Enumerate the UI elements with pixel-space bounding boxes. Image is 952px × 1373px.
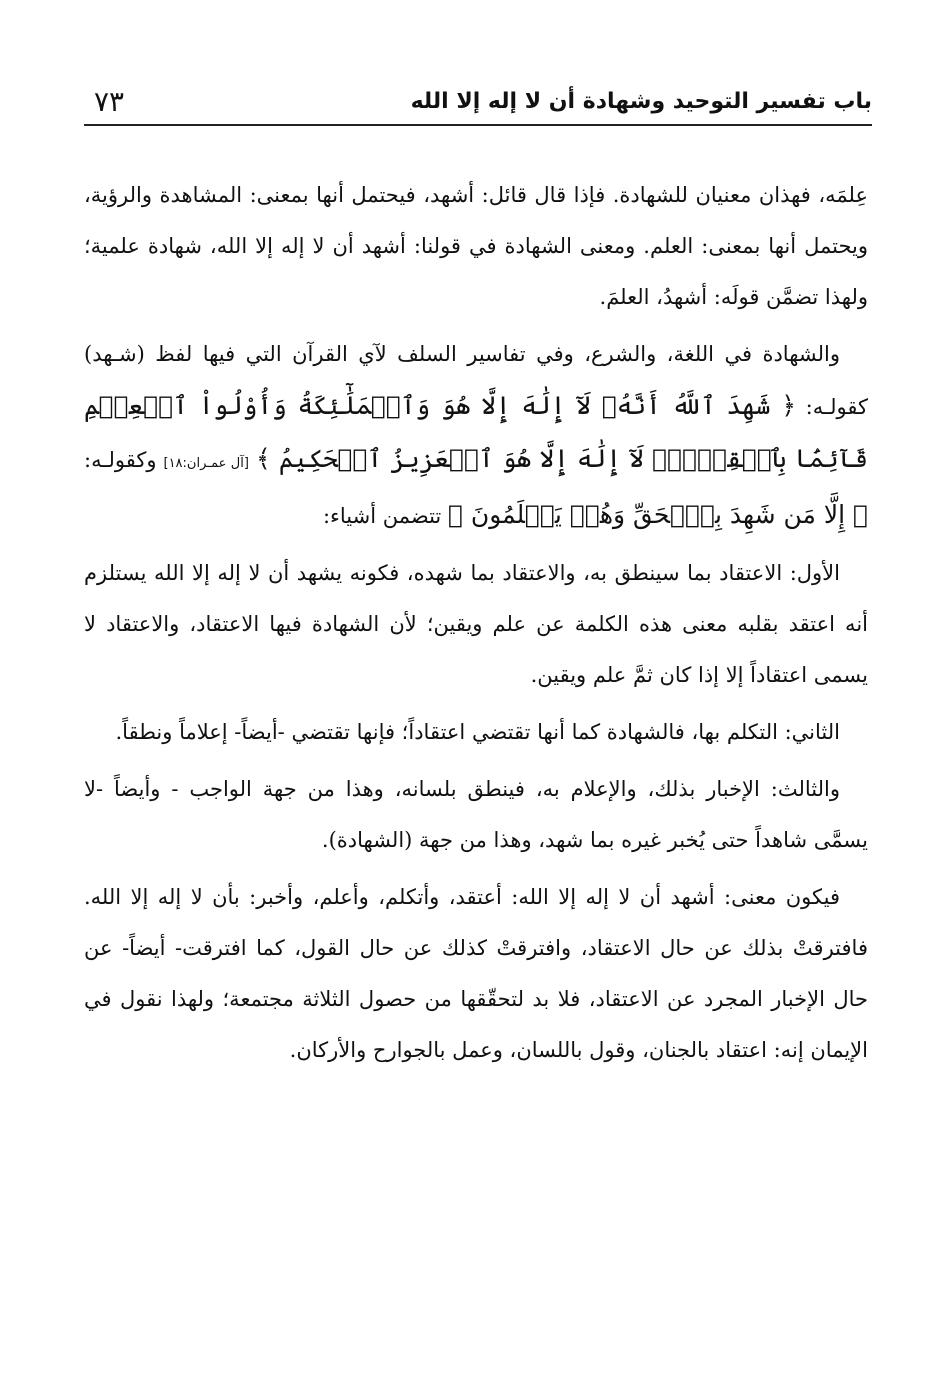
quran-verse-2: ﴿ إِلَّا مَن شَهِدَ بِٱلۡحَقِّ وَهُمۡ يَعۡلَمُونَ ﴾ [447, 500, 868, 529]
paragraph-5: والثالث: الإخبار بذلك، والإعلام به، فينطق بلسانه، وهذا من جهة الواجب - وأيضاً -لا يسمَّى شاهداً حتى يُخبر غيره بما شهد، وهذا من جهة (الشهادة). [84, 777, 868, 852]
paragraph-6: فيكون معنى: أشهد أن لا إله إلا الله: أعتقد، وأتكلم، وأعلم، وأخبر: بأن لا إله إلا الله. فافترقتْ بذلك عن حال الاعتقاد، وافترقتْ كذلك عن حال القول، كما افترقت- أيضاً- عن حال الإخبار المجرد عن الاعتقاد، فلا بد لتحقّقها من حصول الثلاثة مجتمعة؛ ولهذا نقول في الإيمان إنه: اعتقاد بالجنان، وقول باللسان، وعمل بالجوارح والأركان. [84, 885, 868, 1062]
quran-verse-1: ﴿ شَهِدَ ٱللَّهُ أَنَّهُۥ لَآ إِلَٰهَ إِلَّا هُوَ وَٱلۡمَلَٰٓئِكَةُ وَأُوْلُواْ ٱلۡعِلۡمِ قَآئِمَۢا بِٱلۡقِسۡطِۚ لَآ إِلَٰهَ إِلَّا هُوَ ٱلۡعَزِيزُ ٱلۡحَكِيمُ ﴾ [84, 391, 868, 473]
paragraph-1: عِلمَه، فهذان معنيان للشهادة. فإذا قال قائل: أشهد، فيحتمل أنها بمعنى: المشاهدة والرؤية، ويحتمل أنها بمعنى: العلم. ومعنى الشهادة في قولنا: أشهد أن لا إله إلا الله، شهادة علمية؛ ولهذا تضمَّن قولَه: أشهدُ، العلمَ. [84, 183, 868, 309]
paragraph-4: الثاني: التكلم بها، فالشهادة كما أنها تقتضي اعتقاداً؛ فإنها تقتضي -أيضاً- إعلاماً ونطقاً. [115, 720, 840, 744]
page-body [84, 170, 868, 1082]
page-header [84, 82, 872, 126]
verse-reference: [آل عمـران:١٨] [163, 456, 249, 471]
paragraph-2 [84, 329, 868, 542]
page-number: ٧٣ [94, 85, 125, 118]
paragraph-2-end: تتضمن أشياء: [322, 504, 442, 528]
paragraph-2-intro: والشهادة في اللغة، والشرع، وفي تفاسير السلف لآي القرآن التي فيها لفظ (شـهد) كقولـه: [84, 342, 868, 419]
chapter-title: باب تفسير التوحيد وشهادة أن لا إله إلا الله [410, 89, 872, 114]
paragraph-2-mid: وكقولـه: [84, 448, 157, 472]
paragraph-3: الأول: الاعتقاد بما سينطق به، والاعتقاد بما شهده، فكونه يشهد أن لا إله إلا الله يستلزم أنه اعتقد بقلبه معنى هذه الكلمة عن علم ويقين؛ لأن الشهادة فيها الاعتقاد، والاعتقاد لا يسمى اعتقاداً إلا إذا كان ثمَّ علم ويقين. [84, 561, 868, 687]
